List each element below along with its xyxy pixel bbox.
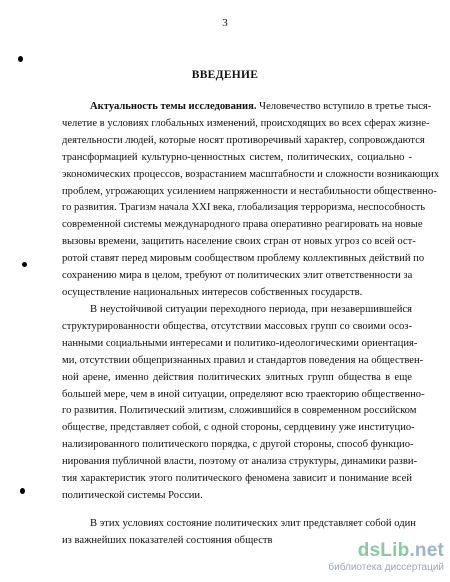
paragraph-line: В этих условиях состояние политических элит представляет собой один <box>90 518 416 529</box>
paragraph-line: обществе, представляет собой, с одной стороны, сердцевину уже институцио- <box>62 422 415 434</box>
paragraph-line: структурированности общества, отсутствии массовых групп со своими осоз- <box>62 320 412 332</box>
paragraph-text: Человечество вступило в третье тыся- <box>256 101 432 112</box>
paragraph-transition <box>62 302 425 505</box>
paragraph-line: В неустойчивой ситуации переходного периода, при незавершившейся <box>90 304 412 315</box>
paragraph-line: из важнейших показателей состояния обществ <box>62 534 273 546</box>
paragraph-line: нализированного политического порядка, с другой стороны, способ функцио- <box>62 439 414 451</box>
paragraph-line: го развития. Трагизм начала XXI века, глобализация терроризма, неспособность <box>62 202 426 214</box>
paragraph-line: ной арене, именно действия политических элитных групп общества в еще <box>62 371 412 383</box>
paragraph-line: го развития. Политический элитизм, сложившийся в современном российском <box>62 405 417 417</box>
paragraph-line: большей мере, чем в иной ситуации, определяют всю траекторию общественно- <box>62 388 425 400</box>
paragraph-line: сохранению мира в целом, требуют от политических элит ответственности за <box>62 270 413 282</box>
watermark-logo-tld: .net <box>409 540 444 561</box>
paragraph-line: осуществление национальных интересов собственных государств. <box>62 286 363 298</box>
watermark-logo <box>358 540 444 562</box>
page-number: 3 <box>222 17 228 29</box>
paragraph-line: современной системы международного права оперативно реагировать на новые <box>62 219 423 231</box>
watermark-subtitle: библиотека диссертаций <box>328 562 444 573</box>
scan-speck <box>18 56 23 62</box>
paragraph-line: тия характеристик этого политического феномена зависит и понимание всей <box>62 473 412 485</box>
paragraph-line: экономических процессов, возрастанием масштабности и сложности возникающих <box>62 168 440 180</box>
scan-speck <box>22 262 27 267</box>
paragraph-line: челетие в условиях глобальных изменений, происходящих во всех сферах жизне- <box>62 117 430 129</box>
paragraph-line: проблем, угрожающих усилением напряженности и нестабильности общественно- <box>62 185 437 197</box>
paragraph-line: нанными социальными интересами и политико-идеологическими ориентация- <box>62 337 418 349</box>
watermark <box>320 540 444 576</box>
paragraph-line: ротой ставят перед мировым сообществом проблему коллективных действий по <box>62 253 425 265</box>
paragraph-relevance <box>62 99 440 302</box>
paragraph-line <box>62 99 432 116</box>
scan-speck <box>20 488 25 494</box>
paragraph-line: ми, отсутствии общепризнанных правил и стандартов поведения на обществен- <box>62 354 424 366</box>
paragraph-line: деятельности людей, которые носят противоречивый характер, сопровождаются <box>62 134 425 146</box>
paragraph-line: трансформацией культурно-ценностных систем, политических, социально - <box>62 151 412 163</box>
section-heading: ВВЕДЕНИЕ <box>191 69 259 81</box>
paragraph-line: политической системы России. <box>62 489 203 501</box>
paragraph-line: вызовы времени, защитить население своих стран от новых угроз со всей ост- <box>62 236 416 248</box>
relevance-lead: Актуальность темы исследования. <box>90 101 257 112</box>
paragraph-line: нирования публичной власти, поэтому от анализа структуры, динамики разви- <box>62 456 418 468</box>
watermark-logo-main: dsLib <box>357 540 410 561</box>
